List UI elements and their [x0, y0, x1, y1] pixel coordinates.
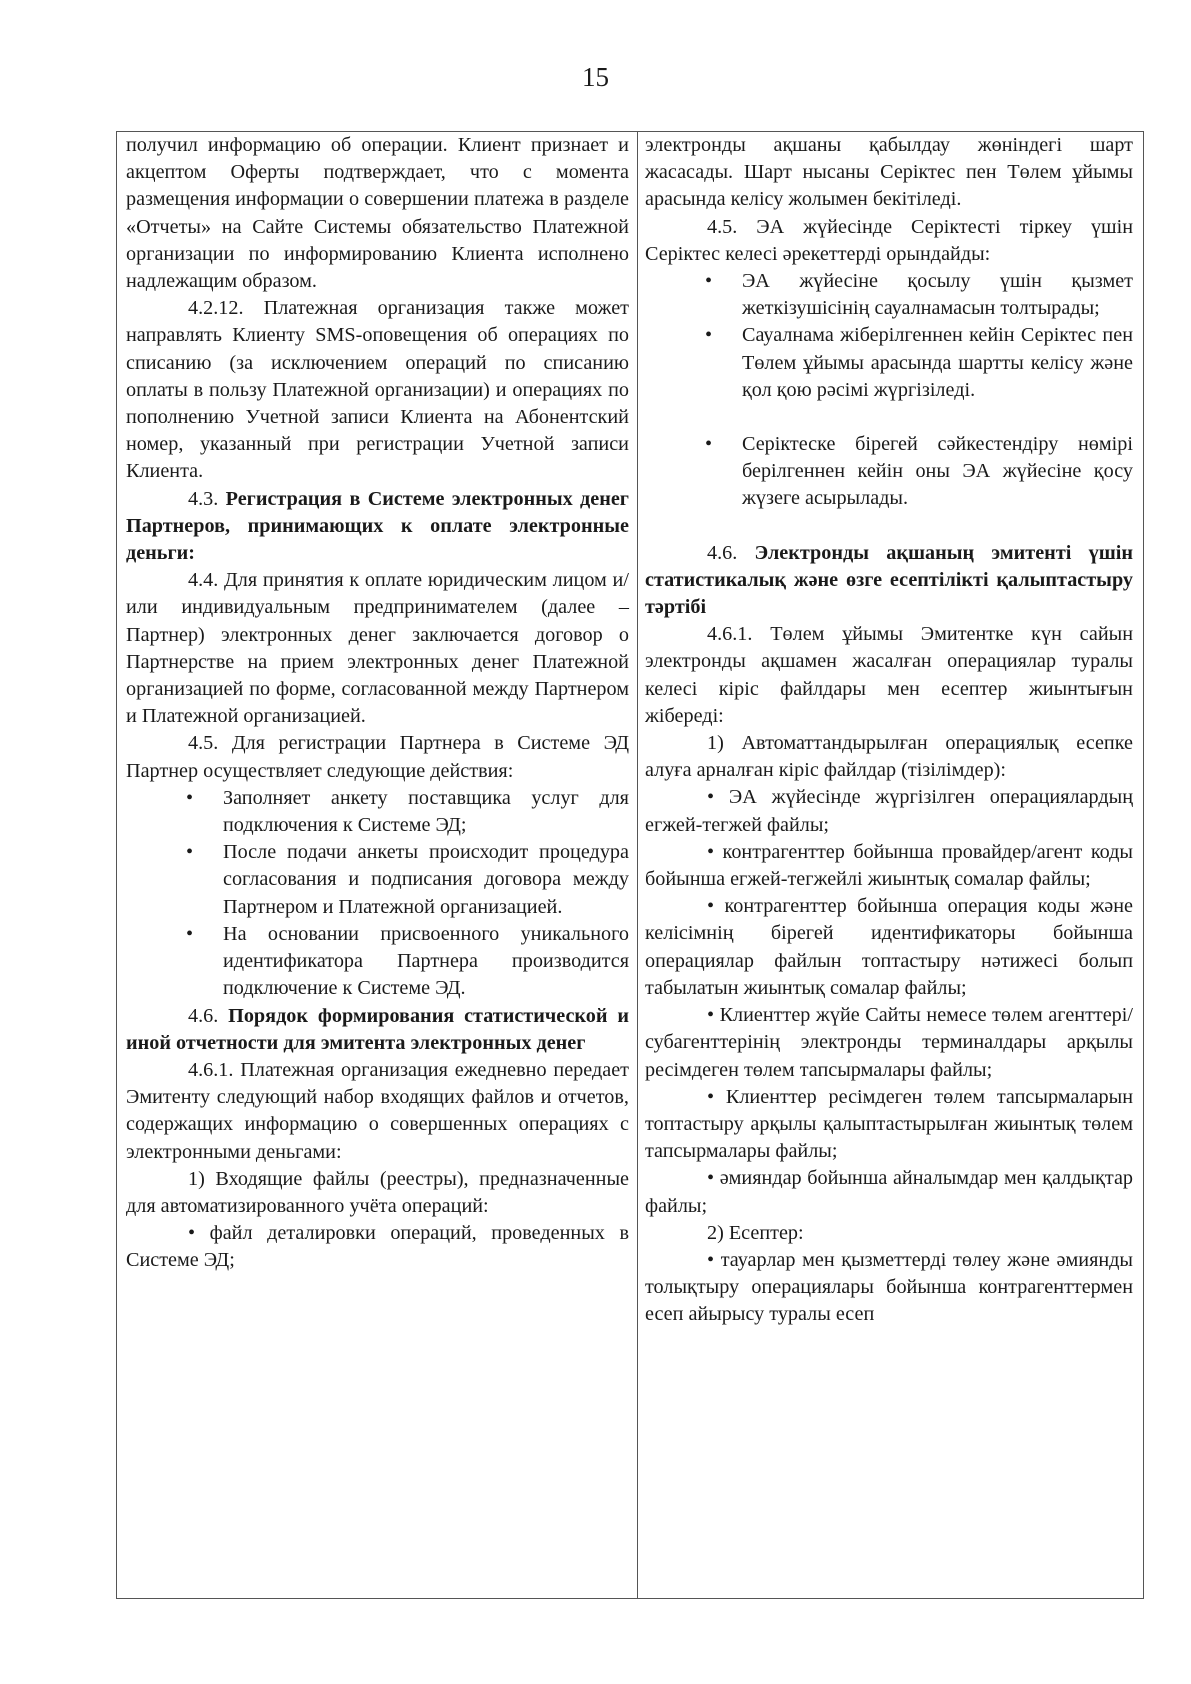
bullet-list-4-5 — [645, 268, 1133, 513]
section-number: 4.3. — [188, 487, 219, 510]
paragraph-4-2-12: 4.2.12. Платежная организация также может направлять Клиенту SMS-оповещения об операциях по списанию (за исключением операций по списанию оплаты в пользу Платежной организации) и операциях по пополнению Учетной записи Клиента на Абонентский номер, указанный при регистрации Учетной записи Клиента. — [126, 297, 629, 483]
file-item: • Клиенттер жүйе Сайты немесе төлем агенттері/субагенттерінің электронды терминалдары арқылы ресімдеген төлем тапсырмалары файлы; — [644, 1004, 1133, 1081]
section-number: 4.6. — [188, 1004, 219, 1027]
paragraph-4-5: 4.5. ЭА жүйесінде Серіктесті тіркеу үшін Серіктес келесі әрекеттерді орындайды: — [644, 215, 1133, 265]
paragraph-4-5: 4.5. Для регистрации Партнера в Системе ЭД Партнер осуществляет следующие действия: — [126, 732, 629, 782]
section-title: Регистрация в Системе электронных денег Партнеров, принимающих к оплате электронные деньги: — [126, 487, 629, 565]
list-item: • Сауалнама жіберілгеннен кейін Серіктес пен Төлем ұйымы арасында шартты келісу және қол қою рәсімі жүргізіледі. — [704, 324, 1133, 401]
paragraph-4-6-1-item-1: 1) Автоматтандырылған операциялық есепке алуға арналған кіріс файлдар (тізілімдер): — [644, 732, 1133, 782]
section-heading-4-3 — [126, 486, 629, 568]
paragraph-4-6-1-item-2: 2) Есептер: — [706, 1221, 804, 1244]
section-title: Электронды ақшаның эмитенті үшін статистикалық және өзге есептілікті қалыптастыру тәртібі — [644, 541, 1133, 619]
section-title: Порядок формирования статистической и иной отчетности для эмитента электронных денег — [126, 1004, 629, 1054]
file-item: • Клиенттер ресімдеген төлем тапсырмаларын топтастыру арқылы қалыптастырылған жиынтық төлем тапсырмалары файлы; — [644, 1085, 1133, 1163]
bullet-icon: • — [186, 786, 194, 809]
section-heading-4-6 — [645, 540, 1133, 622]
paragraph-4-4: 4.4. Для принятия к оплате юридическим лицом и/или индивидуальным предпринимателем (далее – Партнер) электронных денег заключается договор о Партнерстве на прием электронных денег Платежной организацией по форме, согласованной между Партнером и Платежной организацией. — [126, 569, 629, 728]
section-heading-4-6 — [126, 1003, 629, 1057]
paragraph-4-6-1-item-1-a: • файл деталировки операций, проведенных в Системе ЭД; — [126, 1222, 629, 1272]
list-item: • На основании присвоенного уникального идентификатора Партнера производится подключение к Системе ЭД. — [186, 922, 629, 1000]
list-item: • Серіктеске бірегей сәйкестендіру нөмірі берілгеннен кейін оны ЭА жүйесіне қосу жүзеге асырылады. — [704, 433, 1133, 510]
file-item: • контрагенттер бойынша провайдер/агент коды бойынша егжей-тегжейлі жиынтық сомалар файлы; — [644, 840, 1133, 891]
bullet-icon: • — [704, 433, 713, 456]
paragraph-continuation: электронды ақшаны қабылдау жөніндегі шарт жасасады. Шарт нысаны Серіктес пен Төлем ұйымы арасында келісу жолымен бекітіледі. — [644, 134, 1133, 211]
list-item: • ЭА жүйесіне қосылу үшін қызмет жеткізушісінің сауалнамасын толтырады; — [704, 270, 1133, 320]
paragraph-4-6-1-item-1: 1) Входящие файлы (реестры), предназначенные для автоматизированного учёта операций: — [126, 1167, 629, 1217]
file-item: • контрагенттер бойынша операция коды және келісімнің бірегей идентификаторы бойынша операциялар файлын топтастыру нәтижесі болып табылатын жиынтық сомалар файлы; — [644, 895, 1133, 999]
kazakh-column — [638, 132, 1143, 1598]
list-item: • Заполняет анкету поставщика услуг для подключения к Системе ЭД; — [186, 786, 629, 837]
bullet-list-4-5 — [126, 785, 629, 1003]
report-item: • тауарлар мен қызметтерді төлеу және әмиянды толықтыру операциялары бойынша контрагенттермен есеп айырысу туралы есеп — [644, 1248, 1133, 1326]
bullet-icon: • — [186, 841, 194, 864]
file-item: • ЭА жүйесінде жүргізілген операциялардың егжей-тегжей файлы; — [644, 786, 1133, 836]
bullet-icon: • — [186, 922, 194, 945]
bullet-icon: • — [704, 324, 713, 347]
bilingual-table — [116, 131, 1144, 1599]
spacer — [645, 513, 1133, 540]
section-number: 4.6. — [706, 541, 738, 564]
bullet-icon: • — [704, 270, 713, 293]
paragraph-4-6-1: 4.6.1. Платежная организация ежедневно передает Эмитенту следующий набор входящих файлов и отчетов, содержащих информацию о совершенных операциях с электронными деньгами: — [126, 1058, 629, 1163]
paragraph-4-6-1: 4.6.1. Төлем ұйымы Эмитентке күн сайын электронды ақшамен жасалған операциялар туралы келесі кіріс файлдары мен есептер жиынтығын жібереді: — [644, 623, 1133, 727]
page-number: 15 — [582, 62, 609, 92]
file-item: • әмияндар бойынша айналымдар мен қалдықтар файлы; — [644, 1167, 1133, 1217]
paragraph-continuation: получил информацию об операции. Клиент признает и акцептом Оферты подтверждает, что с момента размещения информации о совершении платежа в разделе «Отчеты» на Сайте Системы обязательство Платежной организации по информированию Клиента исполнено надлежащим образом. — [126, 134, 629, 293]
list-item: • После подачи анкеты происходит процедура согласования и подписания договора между Партнером и Платежной организацией. — [186, 841, 629, 918]
russian-column — [117, 132, 638, 1598]
